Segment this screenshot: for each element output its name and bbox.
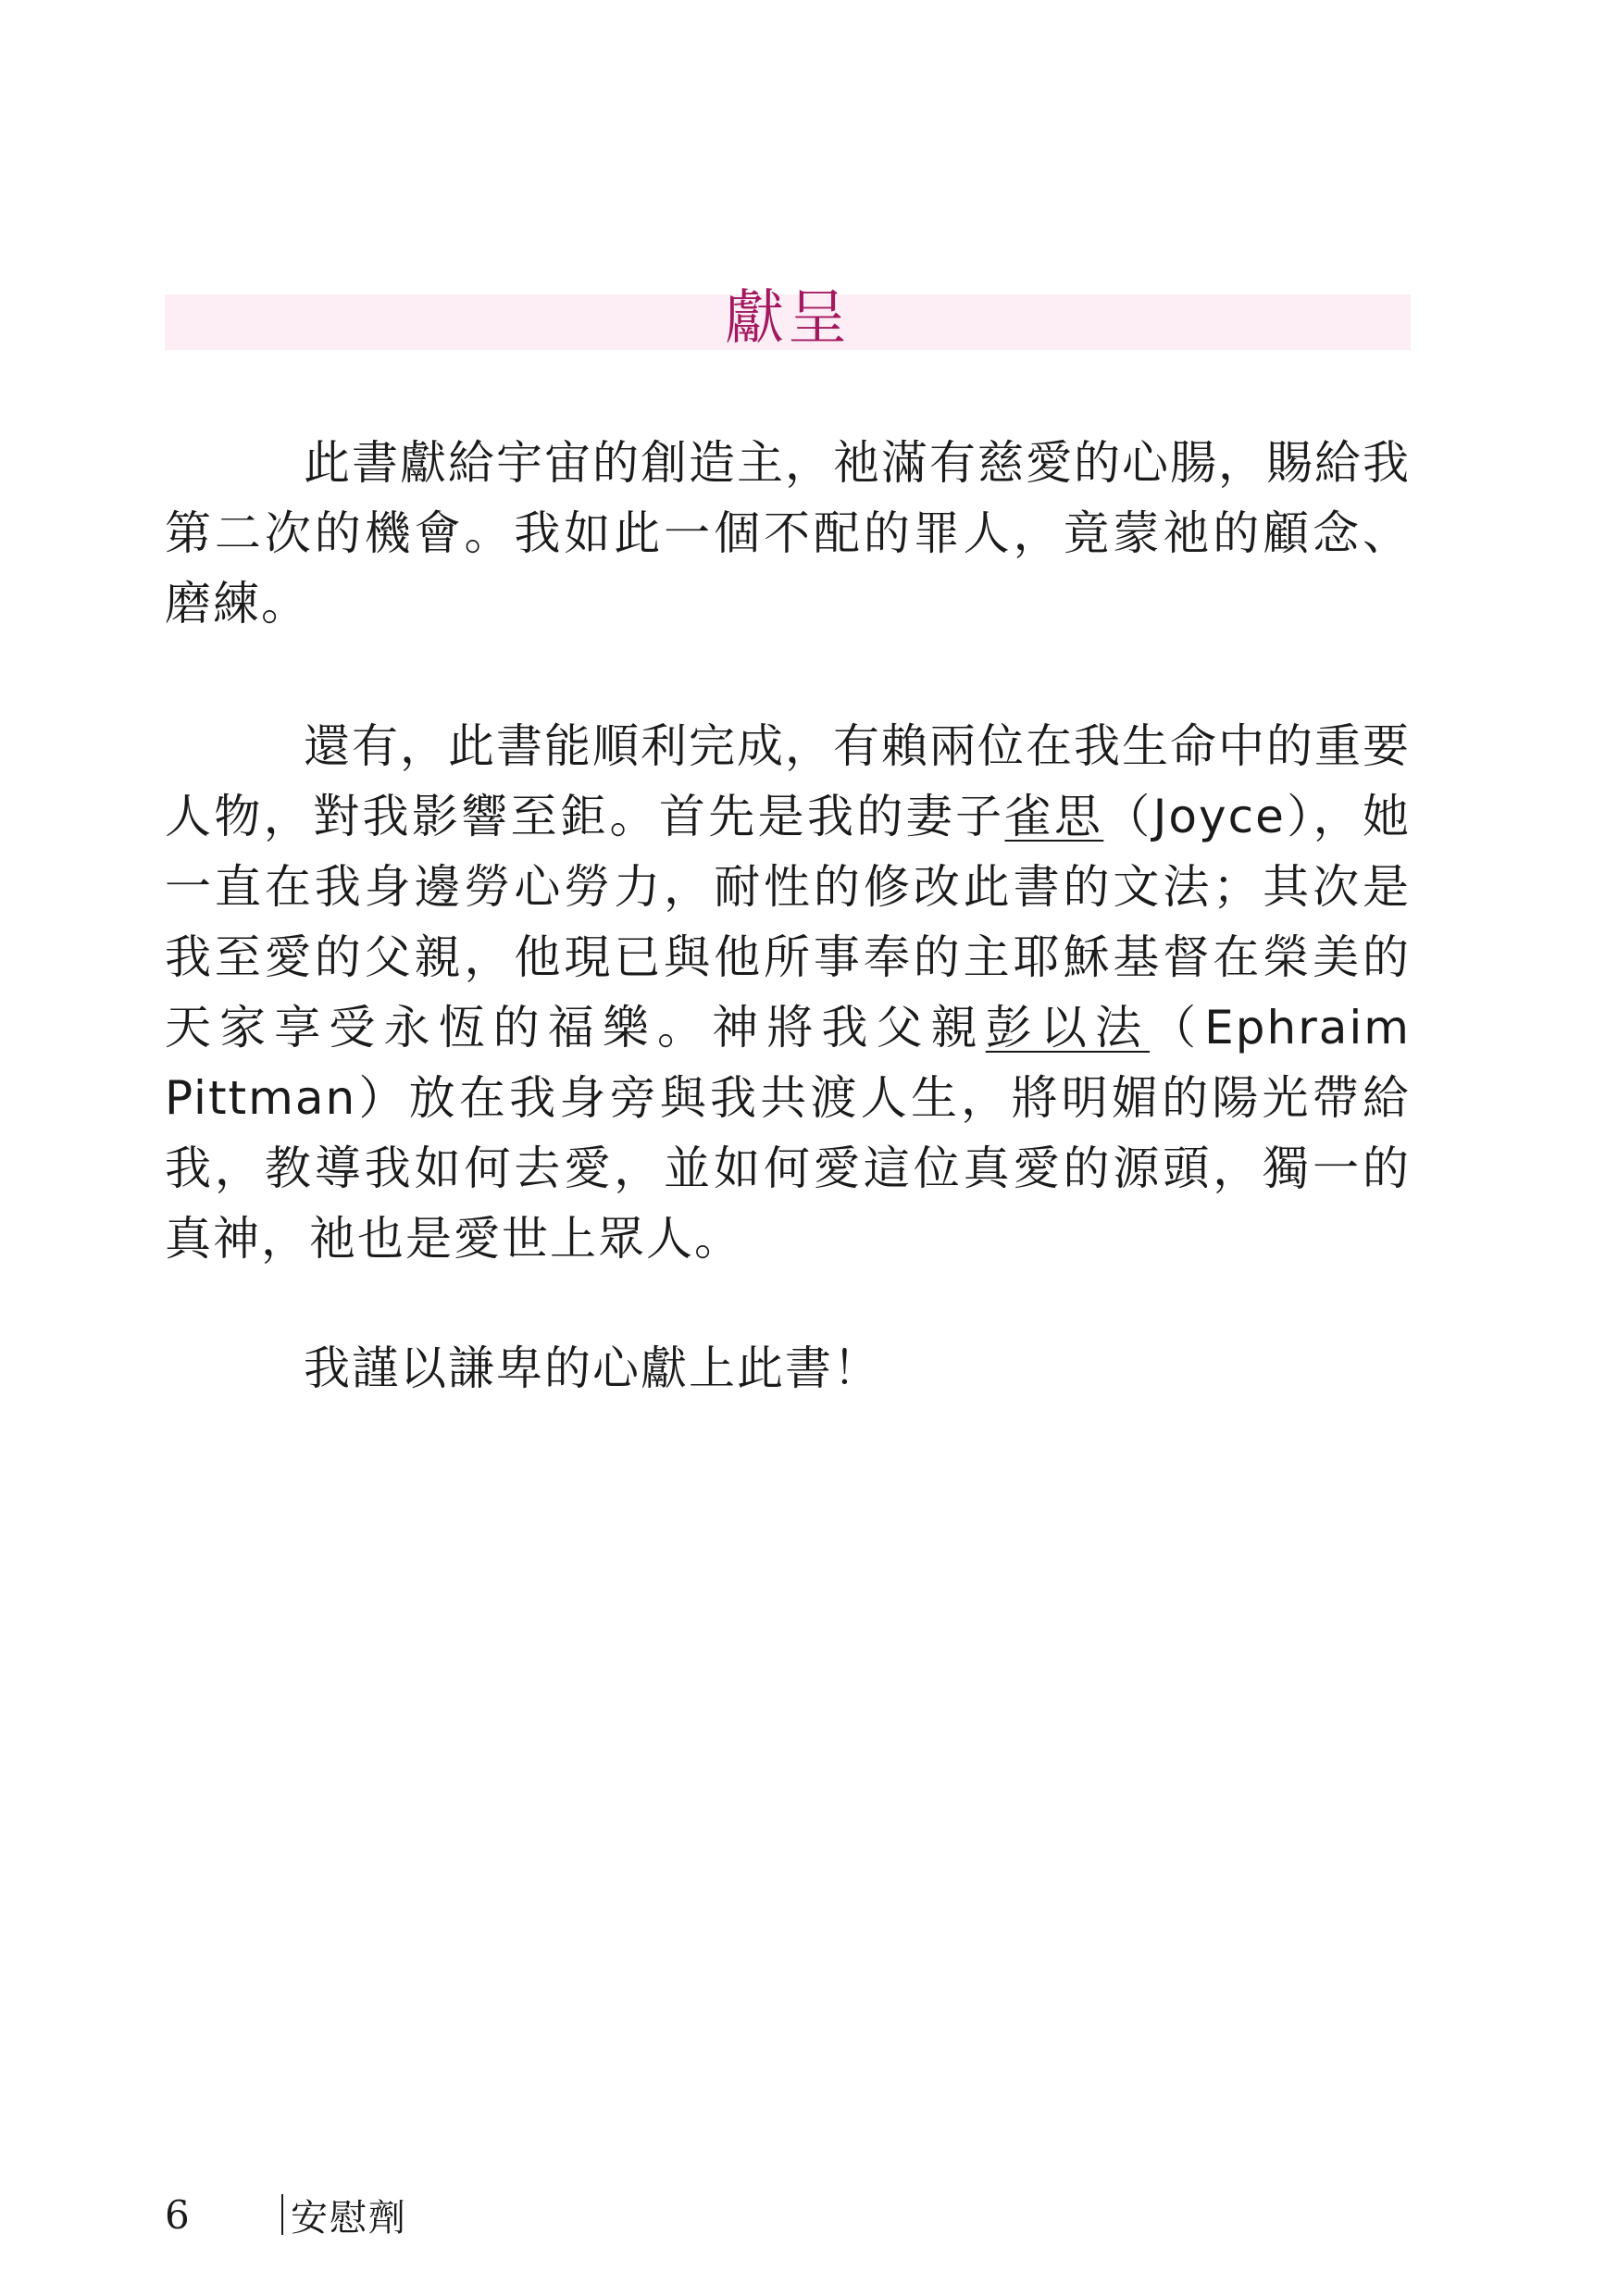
father-name: 彭以法 [985, 1001, 1151, 1054]
paragraph-1-text: 此書獻給宇宙的創造主，祂滿有慈愛的心腸，賜給我第二次的機會。我如此一個不配的罪人，竟蒙祂的顧念、磨練。 [165, 436, 1411, 630]
paragraph-2-text-a: 還有，此書能順利完成，有賴兩位在我生命中的重要人物，對我影響至鉅。首先是我的妻子 [165, 719, 1411, 843]
page-number: 6 [165, 2191, 190, 2238]
dedication-paragraph-3 [165, 1333, 1411, 1404]
footer-divider [281, 2194, 283, 2235]
page-title: 獻呈 [725, 284, 851, 353]
wife-name: 雀思 [1004, 790, 1104, 843]
paragraph-3-text: 我謹以謙卑的心獻上此書！ [304, 1341, 881, 1395]
paragraph-2-text-b: （Joyce），她一直在我身邊勞心勞力，耐性的修改此書的文法；其次是我至愛的父親，他現已與他所事奉的主耶穌基督在榮美的天家享受永恆的福樂。神將我父親 [165, 790, 1412, 1054]
dedication-paragraph-2 [165, 711, 1411, 1274]
page-footer [165, 2187, 407, 2242]
book-title: 安慰劑 [291, 2196, 407, 2240]
dedication-paragraph-1 [165, 428, 1411, 639]
paragraph-2-text-c: （Ephraim Pittman）放在我身旁與我共渡人生，將明媚的陽光帶給我，教導我如何去愛，並如何愛這位真愛的源頭，獨一的真神，祂也是愛世上眾人。 [165, 1001, 1411, 1266]
